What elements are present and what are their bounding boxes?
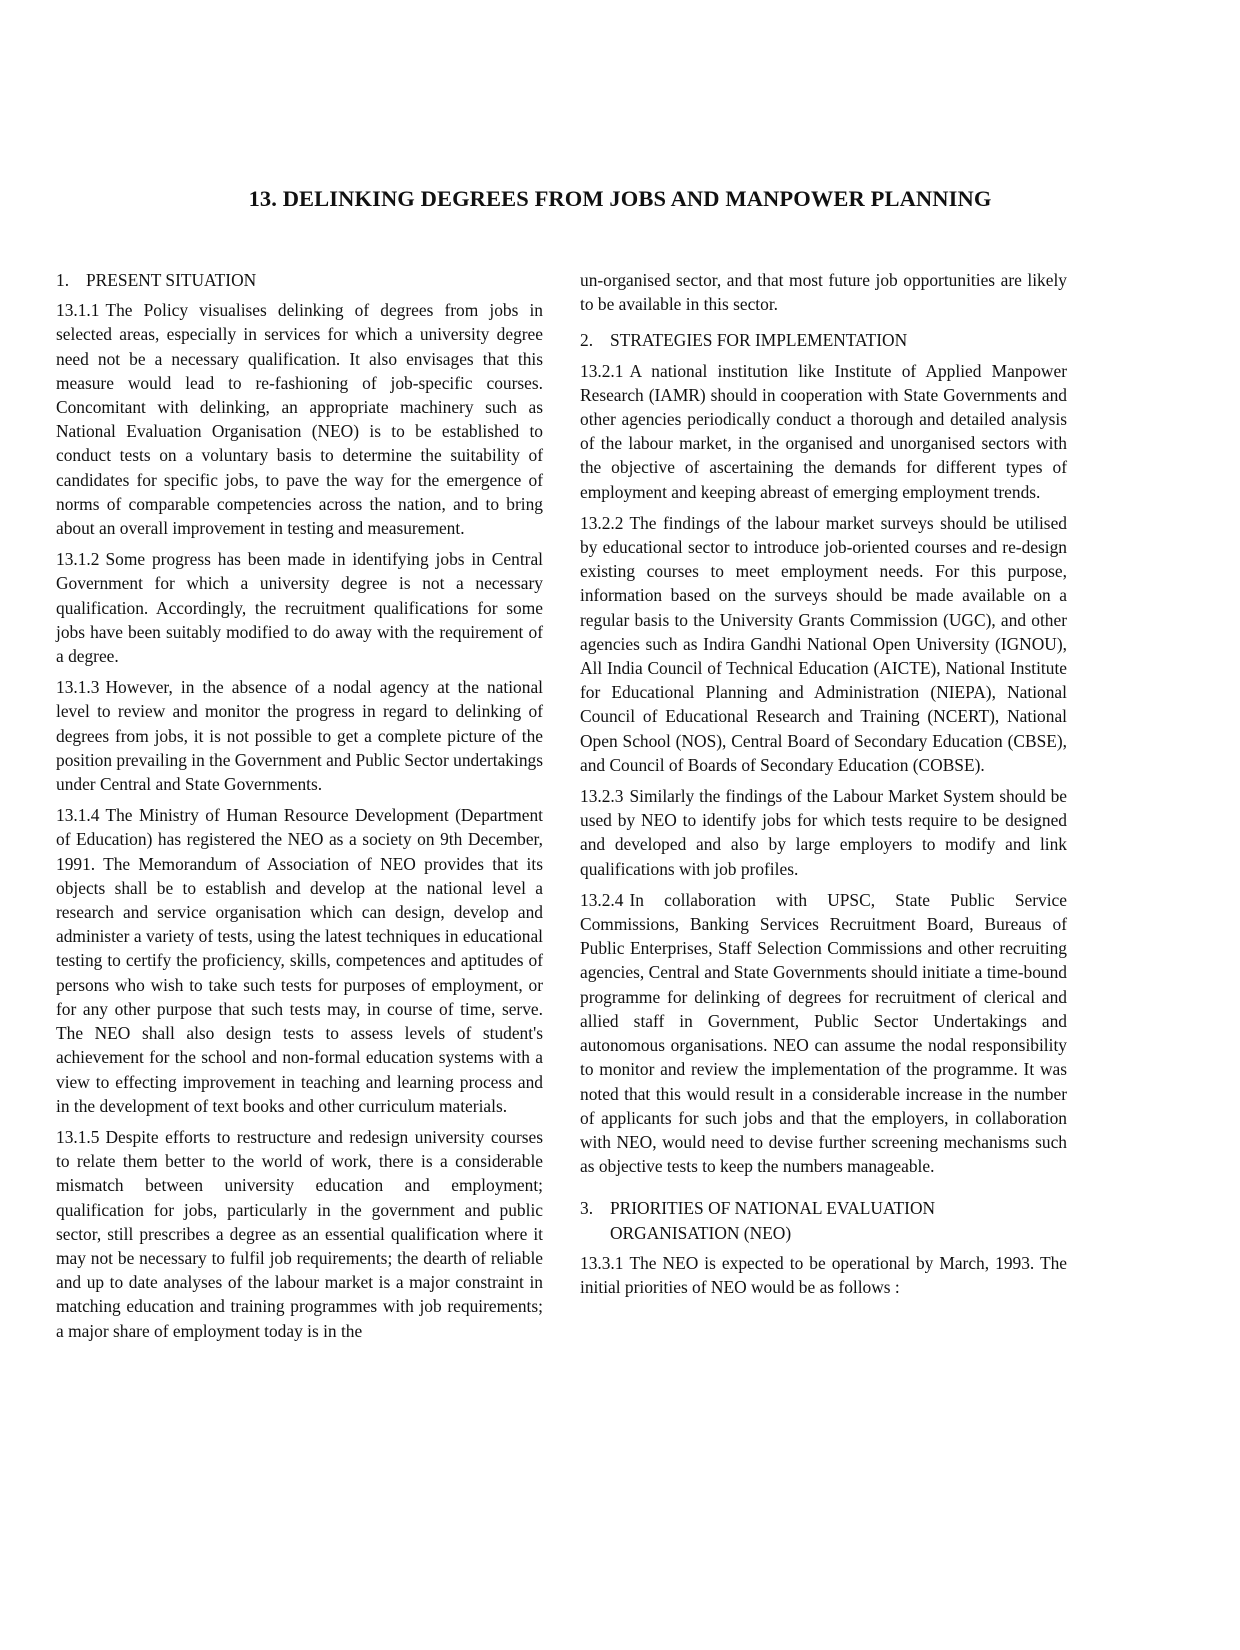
paragraph-text: A national institution like Institute of Applied Manpower Research (IAMR) should in cooperation with State Governments and other agencies periodically conduct a thorough and detailed analysis of the labour market, in the organised and unorganised sectors with the objective of ascertaining the demands for different types of employment and keeping abreast of emerging employment trends. [580, 360, 1067, 502]
paragraph-13-1-1 [56, 298, 543, 540]
paragraph-text: Despite efforts to restructure and redesign university courses to relate them better to the world of work, there is a considerable mismatch between university education and employment; qualification for jobs, particularly in the government and public sector, still prescribes a degree as an essential qualification where it may not be necessary to fulfil job requirements; the dearth of reliable and up to date analyses of the labour market is a major constraint in matching education and training programmes with job requirements; a major share of employment today is in the [56, 1126, 543, 1341]
section-heading-present-situation [56, 268, 543, 292]
paragraph-13-3-1 [580, 1251, 1067, 1299]
page-title: 13. DELINKING DEGREES FROM JOBS AND MANPOWER PLANNING [248, 186, 992, 211]
paragraph-13-1-4 [56, 803, 543, 1118]
paragraph-text: The NEO is expected to be operational by March, 1993. The initial priorities of NEO would be as follows : [580, 1252, 1067, 1297]
paragraph-text: However, in the absence of a nodal agency at the national level to review and monitor the progress in regard to delinking of degrees from jobs, it is not possible to get a complete picture of the position prevailing in the Government and Public Sector undertakings under Central and State Governments. [56, 677, 543, 795]
paragraph-number: 13.3.1 [580, 1252, 624, 1273]
section-title: PRIORITIES OF NATIONAL EVALUATION ORGANISATION (NEO) [610, 1198, 936, 1243]
paragraph-number: 13.2.2 [580, 512, 624, 533]
left-column [56, 268, 543, 1350]
paragraph-13-2-4 [580, 888, 1067, 1178]
paragraph-number: 13.2.3 [580, 786, 624, 807]
paragraph-13-2-3 [580, 784, 1067, 881]
paragraph-13-1-3 [56, 675, 543, 796]
paragraph-text: Similarly the findings of the Labour Market System should be used by NEO to identify jobs for which tests require to be designed and developed and also by large employers to modify and link qualifications with job profiles. [580, 786, 1067, 879]
paragraph-text: The Policy visualises delinking of degrees from jobs in selected areas, especially in services for which a university degree need not be a necessary qualification. It also envisages that this measure would lead to re-fashioning of job-specific courses. Concomitant with delinking, an appropriate machinery such as National Evaluation Organisation (NEO) is to be established to conduct tests on a voluntary basis to determine the suitability of candidates for specific jobs, to pave the way for the emergence of norms of comparable competencies across the nation, and to bring about an overall improvement in testing and measurement. [56, 300, 543, 539]
paragraph-number: 13.1.2 [56, 549, 100, 570]
section-title: PRESENT SITUATION [86, 270, 257, 290]
section-heading-strategies [580, 328, 1067, 352]
paragraph-13-1-2 [56, 547, 543, 668]
paragraph-number: 13.2.4 [580, 889, 624, 910]
paragraph-text: The Ministry of Human Resource Development (Department of Education) has registered the NEO as a society on 9th December, 1991. The Memorandum of Association of NEO provides that its objects shall be to establish and develop at the national level a research and service organisation which can design, develop and administer a variety of tests, using the latest techniques in educational testing to certify the proficiency, skills, competences and aptitudes of persons who wish to take such tests for purposes of employment, or for any other purpose that such tests may, in course of time, serve. The NEO shall also design tests to assess levels of student's achievement for the school and non-formal education systems with a view to effecting improvement in teaching and learning process and in the development of text books and other curriculum materials. [56, 805, 543, 1116]
section-number: 3. [580, 1198, 594, 1219]
paragraph-number: 13.1.3 [56, 677, 100, 698]
paragraph-text: The findings of the labour market surveys should be utilised by educational sector to introduce job-oriented courses and re-design existing courses to meet employment needs. For this purpose, information based on the surveys should be made available on a regular basis to the University Grants Commission (UGC), and other agencies such as Indira Gandhi National Open University (IGNOU), All India Council of Technical Education (AICTE), National Institute for Educational Planning and Administration (NIEPA), National Council of Educational Research and Training (NCERT), National Open School (NOS), Central Board of Secondary Education (CBSE), and Council of Boards of Secondary Education (COBSE). [580, 512, 1067, 775]
paragraph-number: 13.1.4 [56, 805, 100, 826]
paragraph-number: 13.1.5 [56, 1126, 100, 1147]
paragraph-13-2-1 [580, 359, 1067, 504]
paragraph-13-2-2 [580, 511, 1067, 777]
paragraph-number: 13.2.1 [580, 360, 624, 381]
section-number: 1. [56, 270, 70, 290]
paragraph-number: 13.1.1 [56, 300, 100, 321]
paragraph-13-1-5 [56, 1125, 543, 1343]
right-column [580, 268, 1067, 1306]
paragraph-continuation: un-organised sector, and that most future job opportunities are likely to be available in this sector. [580, 270, 1067, 315]
paragraph-text: Some progress has been made in identifying jobs in Central Government for which a university degree is not a necessary qualification. Accordingly, the recruitment qualifications for some jobs have been suitably modified to do away with the requirement of a degree. [56, 549, 543, 667]
section-number: 2. [580, 330, 594, 351]
section-heading-priorities [580, 1196, 1067, 1244]
section-title: STRATEGIES FOR IMPLEMENTATION [610, 330, 908, 351]
paragraph-text: In collaboration with UPSC, State Public Service Commissions, Banking Services Recruitment Board, Bureaus of Public Enterprises, Staff Selection Commissions and other recruiting agencies, Central and State Governments should initiate a time-bound programme for delinking of degrees for recruitment of clerical and allied staff in Government, Public Sector Undertakings and autonomous organisations. NEO can assume the nodal responsibility to monitor and review the implementation of the programme. It was noted that this would result in a considerable increase in the number of applicants for such jobs and that the employers, in collaboration with NEO, would need to devise further screening mechanisms such as objective tests to keep the numbers manageable. [580, 889, 1067, 1177]
